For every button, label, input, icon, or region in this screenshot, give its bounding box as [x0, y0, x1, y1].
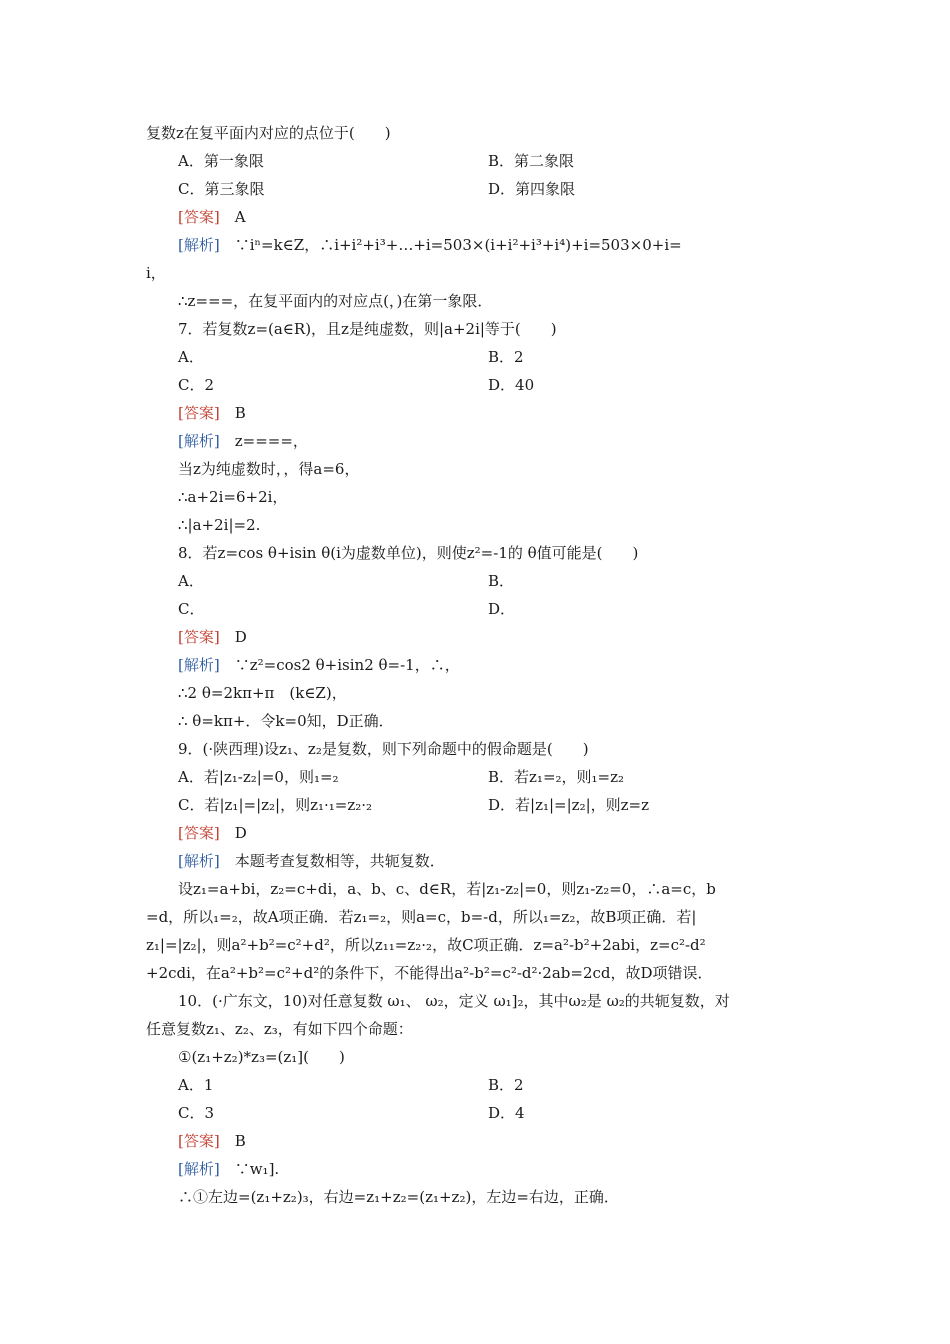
line-text: A．1	[178, 1076, 214, 1094]
line-text: =d，所以₁=₂，故A项正确．若z₁=₂，则a=c，b=-d，所以₁=z₂，故B项正确．若|	[146, 908, 697, 926]
line-text: D．40	[488, 376, 535, 394]
line-text: ∴①左边=(z₁+z₂)₃，右边=z₁+z₂=(z₁+z₂)，左边=右边，正确．	[178, 1188, 619, 1206]
section-tag: [解析]	[178, 852, 220, 870]
answer-line	[178, 235, 682, 255]
text-line	[178, 459, 359, 479]
line-text: D．4	[488, 1104, 525, 1122]
answer-line	[178, 823, 247, 843]
line-text: z₁|=|z₂|，则a²+b²=c²+d²，所以z₁₁=z₂·₂，故C项正确．z=a²-b²+2abi，z=c²-d²	[146, 936, 706, 954]
answer-line	[178, 403, 246, 423]
section-tag: [答案]	[178, 824, 220, 842]
text-line	[488, 151, 574, 171]
text-line	[178, 739, 589, 759]
line-text: A．	[178, 572, 204, 590]
line-text: 复数z在复平面内对应的点位于( )	[146, 124, 391, 142]
line-text: 本题考查复数相等，共轭复数．	[219, 852, 445, 870]
line-text: ∵iⁿ=k∈Z，∴i+i²+i³+…+i=503×(i+i²+i³+i⁴)+i=503×0+i=	[219, 236, 682, 254]
line-text: i，	[146, 264, 166, 282]
line-text: B．2	[488, 348, 524, 366]
line-text: D．第四象限	[488, 180, 576, 198]
line-text: B．第二象限	[488, 152, 575, 170]
line-text: 任意复数z₁、z₂、z₃，有如下四个命题：	[146, 1020, 413, 1038]
line-text: B．	[488, 572, 515, 590]
answer-line	[178, 655, 460, 675]
text-line	[178, 1187, 619, 1207]
line-text: 设z₁=a+bi，z₂=c+di，a、b、c、d∈R，若|z₁-z₂|=0，则z₁-z₂=0，∴a=c，b	[178, 880, 716, 898]
text-line	[146, 907, 696, 927]
line-text: ①(z₁+z₂)*z₃=(z₁]( )	[178, 1048, 345, 1066]
text-line	[146, 963, 713, 983]
text-line	[178, 571, 204, 591]
line-text: D	[219, 824, 247, 842]
line-text: B．2	[488, 1076, 524, 1094]
line-text: D	[219, 628, 247, 646]
text-line	[488, 375, 534, 395]
line-text: A	[219, 208, 246, 226]
text-line	[488, 599, 515, 619]
line-text: 9．(·陕西理)设z₁、z₂是复数，则下列命题中的假命题是( )	[178, 740, 589, 758]
line-text: 8．若z=cos θ+isin θ(i为虚数单位)，则使z²=-1的 θ值可能是( )	[178, 544, 639, 562]
text-line	[178, 795, 372, 815]
line-text: A．	[178, 348, 204, 366]
text-line	[178, 319, 557, 339]
text-line	[178, 1103, 214, 1123]
line-text: z====，	[219, 432, 308, 450]
answer-line	[178, 1131, 246, 1151]
line-text: A．若|z₁-z₂|=0，则₁=₂	[178, 768, 339, 786]
line-text: C．2	[178, 376, 215, 394]
section-tag: [答案]	[178, 208, 220, 226]
text-line	[178, 291, 492, 311]
text-line	[146, 123, 391, 143]
line-text: 7．若复数z=(a∈R)，且z是纯虚数，则|a+2i|等于( )	[178, 320, 557, 338]
text-line	[488, 767, 624, 787]
line-text: ∴z===，在复平面内的对应点(，)在第一象限．	[178, 292, 493, 310]
text-line	[178, 179, 264, 199]
text-line	[488, 1103, 525, 1123]
text-line	[146, 1019, 413, 1039]
text-line	[488, 1075, 524, 1095]
text-line	[178, 767, 339, 787]
answer-line	[178, 1159, 279, 1179]
text-line	[178, 1047, 345, 1067]
text-line	[178, 347, 204, 367]
line-text: D．若|z₁|=|z₂|，则z=z	[488, 796, 650, 814]
line-text: C．3	[178, 1104, 215, 1122]
line-text: +2cdi，在a²+b²=c²+d²的条件下，不能得出a²-b²=c²-d²·2ab=2cd，故D项错误．	[146, 964, 713, 982]
answer-line	[178, 851, 445, 871]
text-line	[178, 487, 287, 507]
line-text: A．第一象限	[178, 152, 264, 170]
text-line	[178, 1075, 213, 1095]
text-line	[488, 795, 649, 815]
line-text: D．	[488, 600, 516, 618]
text-line	[146, 263, 166, 283]
answer-line	[178, 431, 308, 451]
line-text: ∵w₁].	[219, 1160, 280, 1178]
text-line	[178, 599, 204, 619]
text-line	[178, 991, 730, 1011]
text-line	[178, 151, 264, 171]
section-tag: [答案]	[178, 1132, 220, 1150]
line-text: C．	[178, 600, 205, 618]
answer-line	[178, 627, 247, 647]
line-text: ∴2 θ=2kπ+π (k∈Z)，	[178, 684, 347, 702]
section-tag: [解析]	[178, 1160, 220, 1178]
text-line	[178, 683, 347, 703]
section-tag: [解析]	[178, 432, 220, 450]
section-tag: [答案]	[178, 404, 220, 422]
text-line	[488, 179, 575, 199]
text-line	[178, 711, 394, 731]
section-tag: [答案]	[178, 628, 220, 646]
line-text: C．第三象限	[178, 180, 265, 198]
line-text: ∵z²=cos2 θ+isin2 θ=-1，∴，	[219, 656, 460, 674]
line-text: 当z为纯虚数时，，得a=6，	[178, 460, 360, 478]
text-line	[146, 935, 706, 955]
line-text: C．若|z₁|=|z₂|，则z₁·₁=z₂·₂	[178, 796, 373, 814]
section-tag: [解析]	[178, 236, 220, 254]
line-text: ∴a+2i=6+2i，	[178, 488, 288, 506]
answer-line	[178, 207, 246, 227]
text-line	[178, 543, 638, 563]
line-text: ∴ θ=kπ+．令k=0知，D正确．	[178, 712, 394, 730]
text-line	[488, 571, 514, 591]
text-line	[178, 515, 260, 535]
line-text: B	[219, 404, 246, 422]
line-text: ∴|a+2i|=2.	[178, 516, 261, 534]
text-line	[488, 347, 524, 367]
text-line	[178, 879, 716, 899]
line-text: 10．(·广东文，10)对任意复数 ω₁、 ω₂，定义 ω₁]₂，其中ω₂是 ω₂的共轭复数，对	[178, 992, 730, 1010]
section-tag: [解析]	[178, 656, 220, 674]
text-line	[178, 375, 214, 395]
line-text: B．若z₁=₂，则₁=z₂	[488, 768, 625, 786]
line-text: B	[219, 1132, 246, 1150]
